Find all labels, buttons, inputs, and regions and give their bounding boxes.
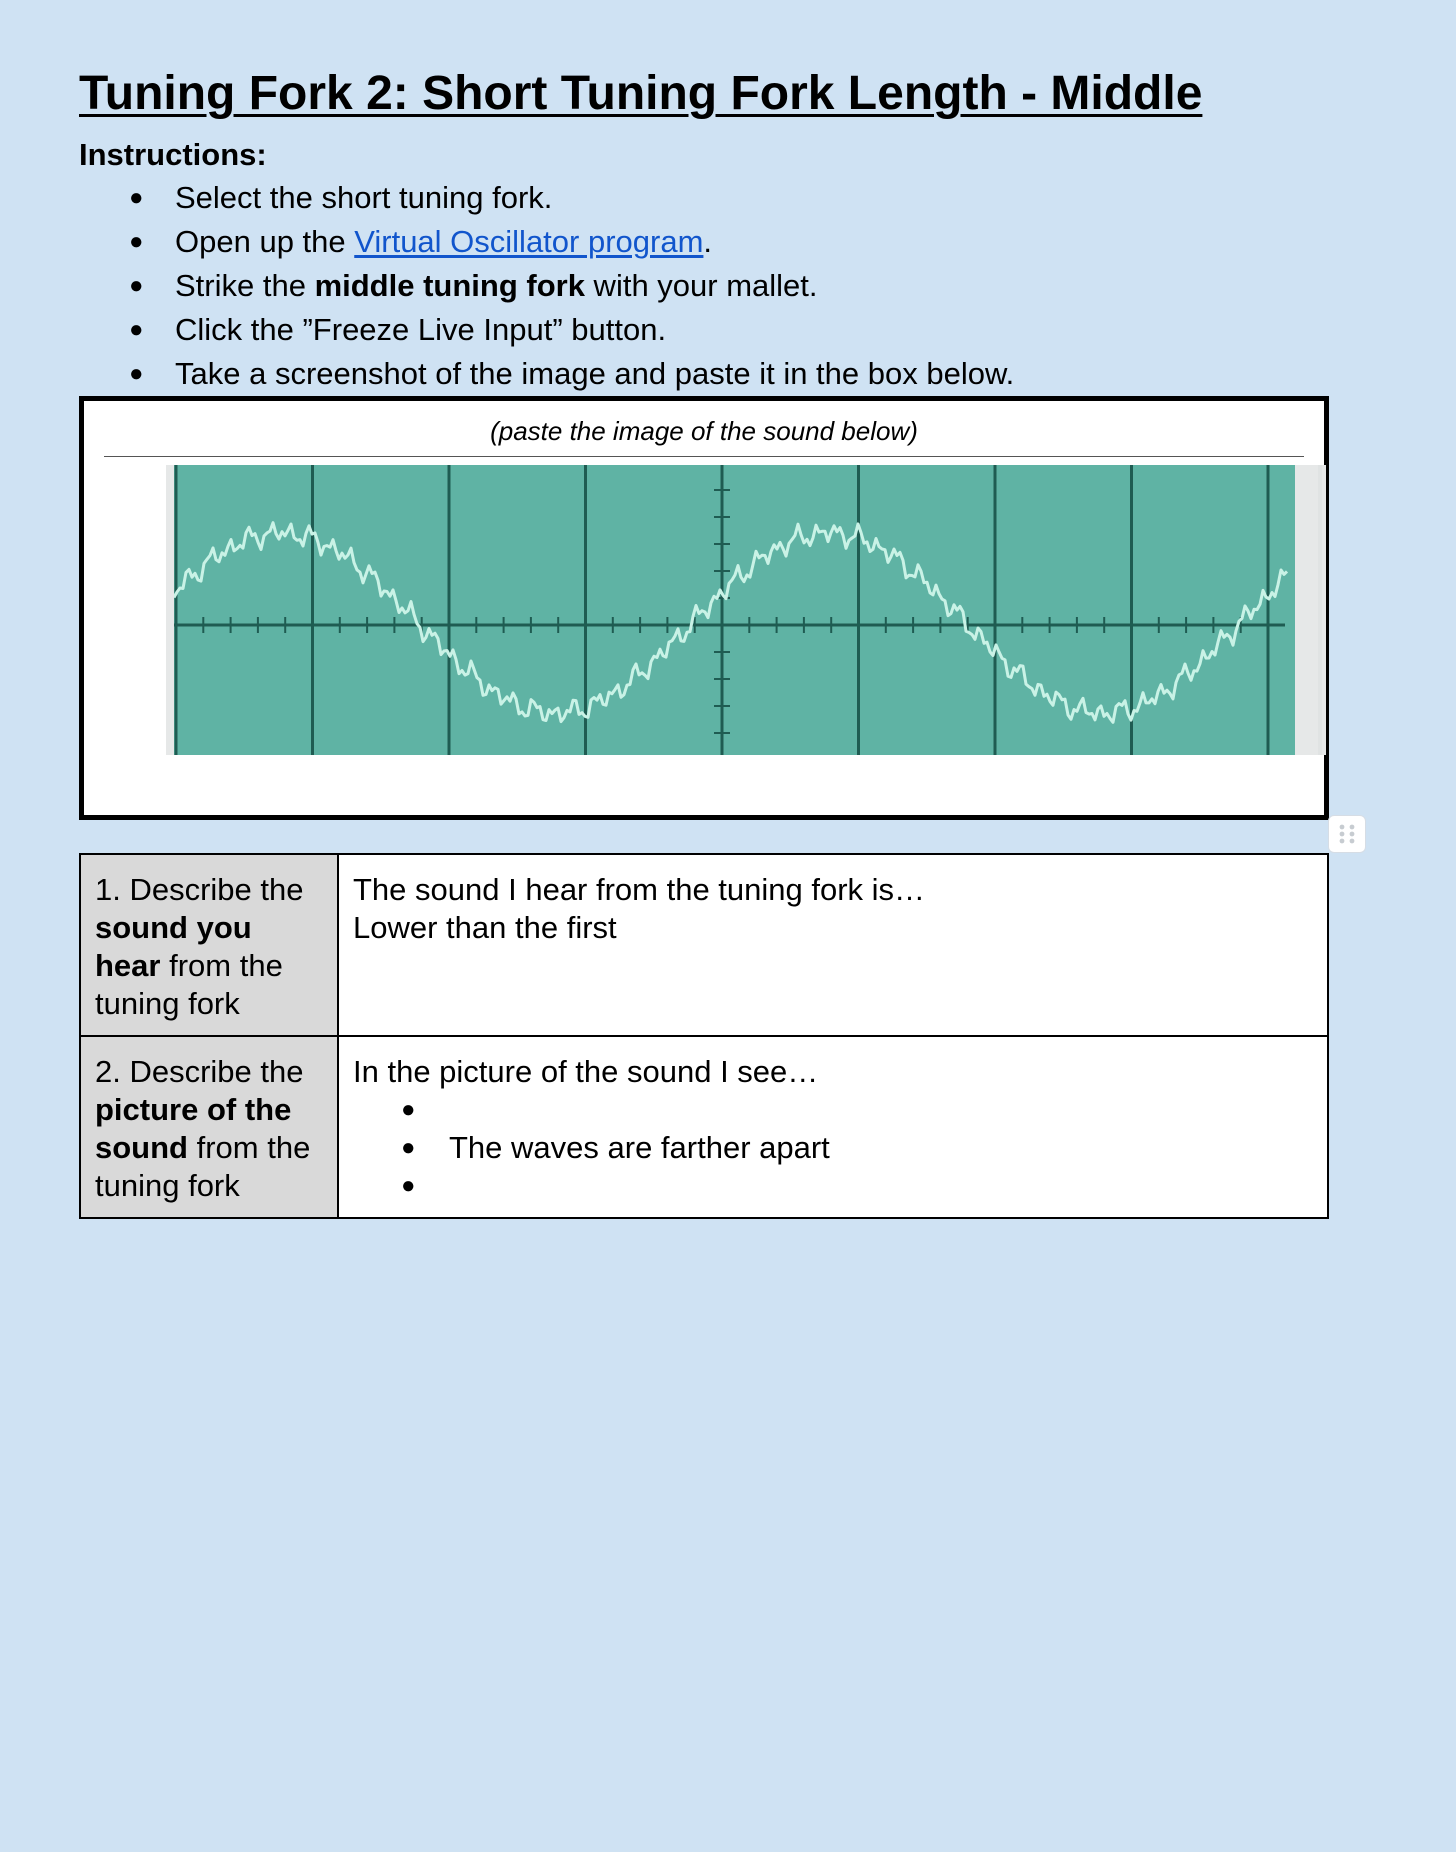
document-page bbox=[79, 64, 1329, 1203]
paste-image-box[interactable] bbox=[79, 396, 1329, 820]
paste-caption: (paste the image of the sound below) bbox=[490, 416, 918, 446]
instruction-item: ● Open up the Virtual Oscillator program. bbox=[79, 220, 1329, 264]
answer-intro: In the picture of the sound I see… bbox=[353, 1054, 819, 1089]
question-cell: 1. Describe the sound you hear from the tuning fork bbox=[80, 854, 338, 1036]
drag-dots-icon bbox=[1329, 816, 1365, 852]
questions-table bbox=[79, 853, 1329, 1219]
answer-cell[interactable] bbox=[338, 854, 1328, 1036]
answer-intro: The sound I hear from the tuning fork is… bbox=[353, 872, 926, 907]
bullet-icon: ● bbox=[129, 316, 144, 343]
oscilloscope-screenshot[interactable] bbox=[166, 465, 1326, 755]
bullet-icon: ● bbox=[129, 272, 144, 299]
instructions-heading: Instructions: bbox=[79, 137, 267, 172]
divider bbox=[104, 456, 1304, 457]
oscilloscope-image bbox=[174, 465, 1295, 755]
list-item: ● The waves are farther apart bbox=[401, 1130, 830, 1165]
answer-text: Lower than the first bbox=[353, 910, 617, 945]
answer-list bbox=[353, 1091, 1313, 1205]
drag-handle-icon[interactable] bbox=[1328, 815, 1366, 853]
bullet-icon: ● bbox=[129, 184, 144, 211]
bullet-icon: ● bbox=[401, 1134, 416, 1161]
bullet-icon: ● bbox=[401, 1172, 416, 1199]
page-title: Tuning Fork 2: Short Tuning Fork Length - Middle bbox=[79, 67, 1203, 120]
question-cell: 2. Describe the picture of the sound from the tuning fork bbox=[80, 1036, 338, 1218]
list-item bbox=[353, 1091, 1313, 1129]
instruction-item: ● Click the ”Freeze Live Input” button. bbox=[79, 308, 1329, 352]
instruction-item: ● Strike the middle tuning fork with your mallet. bbox=[79, 264, 1329, 308]
answer-cell[interactable] bbox=[338, 1036, 1328, 1218]
list-item bbox=[353, 1167, 1313, 1205]
bullet-icon: ● bbox=[401, 1096, 416, 1123]
table-row bbox=[80, 854, 1328, 1036]
bullet-icon: ● bbox=[129, 360, 144, 387]
instruction-item: ● Take a screenshot of the image and paste it in the box below. bbox=[79, 352, 1329, 396]
instructions-list bbox=[79, 176, 1329, 396]
instruction-item: ● Select the short tuning fork. bbox=[79, 176, 1329, 220]
bullet-icon: ● bbox=[129, 228, 144, 255]
virtual-oscillator-link[interactable]: Virtual Oscillator program bbox=[354, 224, 704, 259]
image-edge bbox=[1318, 465, 1322, 755]
table-row bbox=[80, 1036, 1328, 1218]
